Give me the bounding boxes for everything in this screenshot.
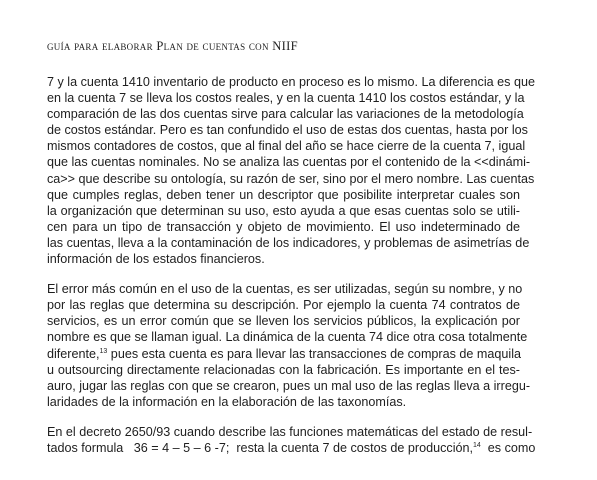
- text-line: comparación de las dos cuentas sirve para calcular las variaciones de la metodología: [47, 107, 524, 122]
- paragraph-1: [47, 74, 535, 267]
- text-line: ca>> que describe su ontología, su razón de ser, sino por el mero nombre. Las cuentas: [47, 171, 535, 186]
- paragraph-3: [47, 424, 536, 456]
- page-body: [47, 74, 536, 456]
- text-line: u outsourcing directamente relacionadas con la fabricación. Es importante en el tes-: [47, 362, 520, 377]
- text-line: de costos estándar. Pero es tan confundido el uso de estas dos cuentas, hasta por los: [47, 123, 528, 138]
- text-line: que cumples reglas, deben tener un descriptor que posibilite interpretar cuales son: [47, 187, 520, 202]
- paragraph-2: [47, 281, 531, 410]
- footnote-marker[interactable]: 13: [99, 347, 108, 355]
- text-line-with-footnote: [47, 440, 536, 456]
- text-line: la organización que determinan su uso, esto ayuda a que esas cuentas solo se utili-: [47, 203, 520, 218]
- paragraph-gap: [47, 410, 520, 424]
- text-line: que las cuentas nominales. No se analiza las cuentas por el contenido de la <<dinámi-: [47, 155, 531, 170]
- text-line-with-footnote: [47, 346, 520, 362]
- running-header-title: guía para elaborar Plan de cuentas con NIIF: [47, 39, 298, 53]
- text-line: cen para un tipo de transacción y objeto de movimiento. El uso indeterminado de: [47, 219, 520, 234]
- text-line: 7 y la cuenta 1410 inventario de producto en proceso es lo mismo. La diferencia es que: [47, 75, 535, 89]
- text-line: nombre es que se llaman igual. La dinámica de la cuenta 74 dice otra cosa totalmente: [47, 330, 528, 345]
- text-line: en la cuenta 7 se lleva los costos reales, y en la cuenta 1410 los costos estándar, y la: [47, 91, 525, 106]
- text-line: servicios, es un error común que se lleven los servicios públicos, la explicación por: [47, 314, 520, 329]
- text-line: por las reglas que determina su descripción. Por ejemplo la cuenta 74 contratos de: [47, 298, 520, 313]
- text-segment: es como: [480, 440, 536, 455]
- text-line: auro, jugar las reglas con que se crearon, pues un mal uso de las reglas lleva a irregu-: [47, 378, 531, 393]
- text-line: laridades de la información en la elaboración de las taxonomías.: [47, 394, 407, 409]
- text-line: mismos contadores de costos, que al final del año se hace cierre de la cuenta 7, igual: [47, 139, 526, 154]
- footnote-marker[interactable]: 14: [473, 441, 481, 449]
- text-line: información de los estados financieros.: [47, 252, 265, 267]
- text-segment: tados formula 36 = 4 – 5 – 6 -7; resta la cuenta 7 de costos de producción,: [47, 440, 473, 455]
- text-segment: diferente,: [47, 346, 100, 361]
- text-line: El error más común en el uso de la cuentas, es ser utilizadas, según su nombre, y no: [47, 282, 523, 297]
- paragraph-gap: [47, 267, 520, 281]
- text-segment: pues esta cuenta es para llevar las transacciones de compras de maquila: [107, 346, 522, 361]
- text-line: En el decreto 2650/93 cuando describe las funciones matemáticas del estado de resul-: [47, 424, 533, 439]
- text-line: las cuentas, lleva a la contaminación de los indicadores, y problemas de asimetrías de: [47, 235, 530, 250]
- running-header: [47, 39, 298, 54]
